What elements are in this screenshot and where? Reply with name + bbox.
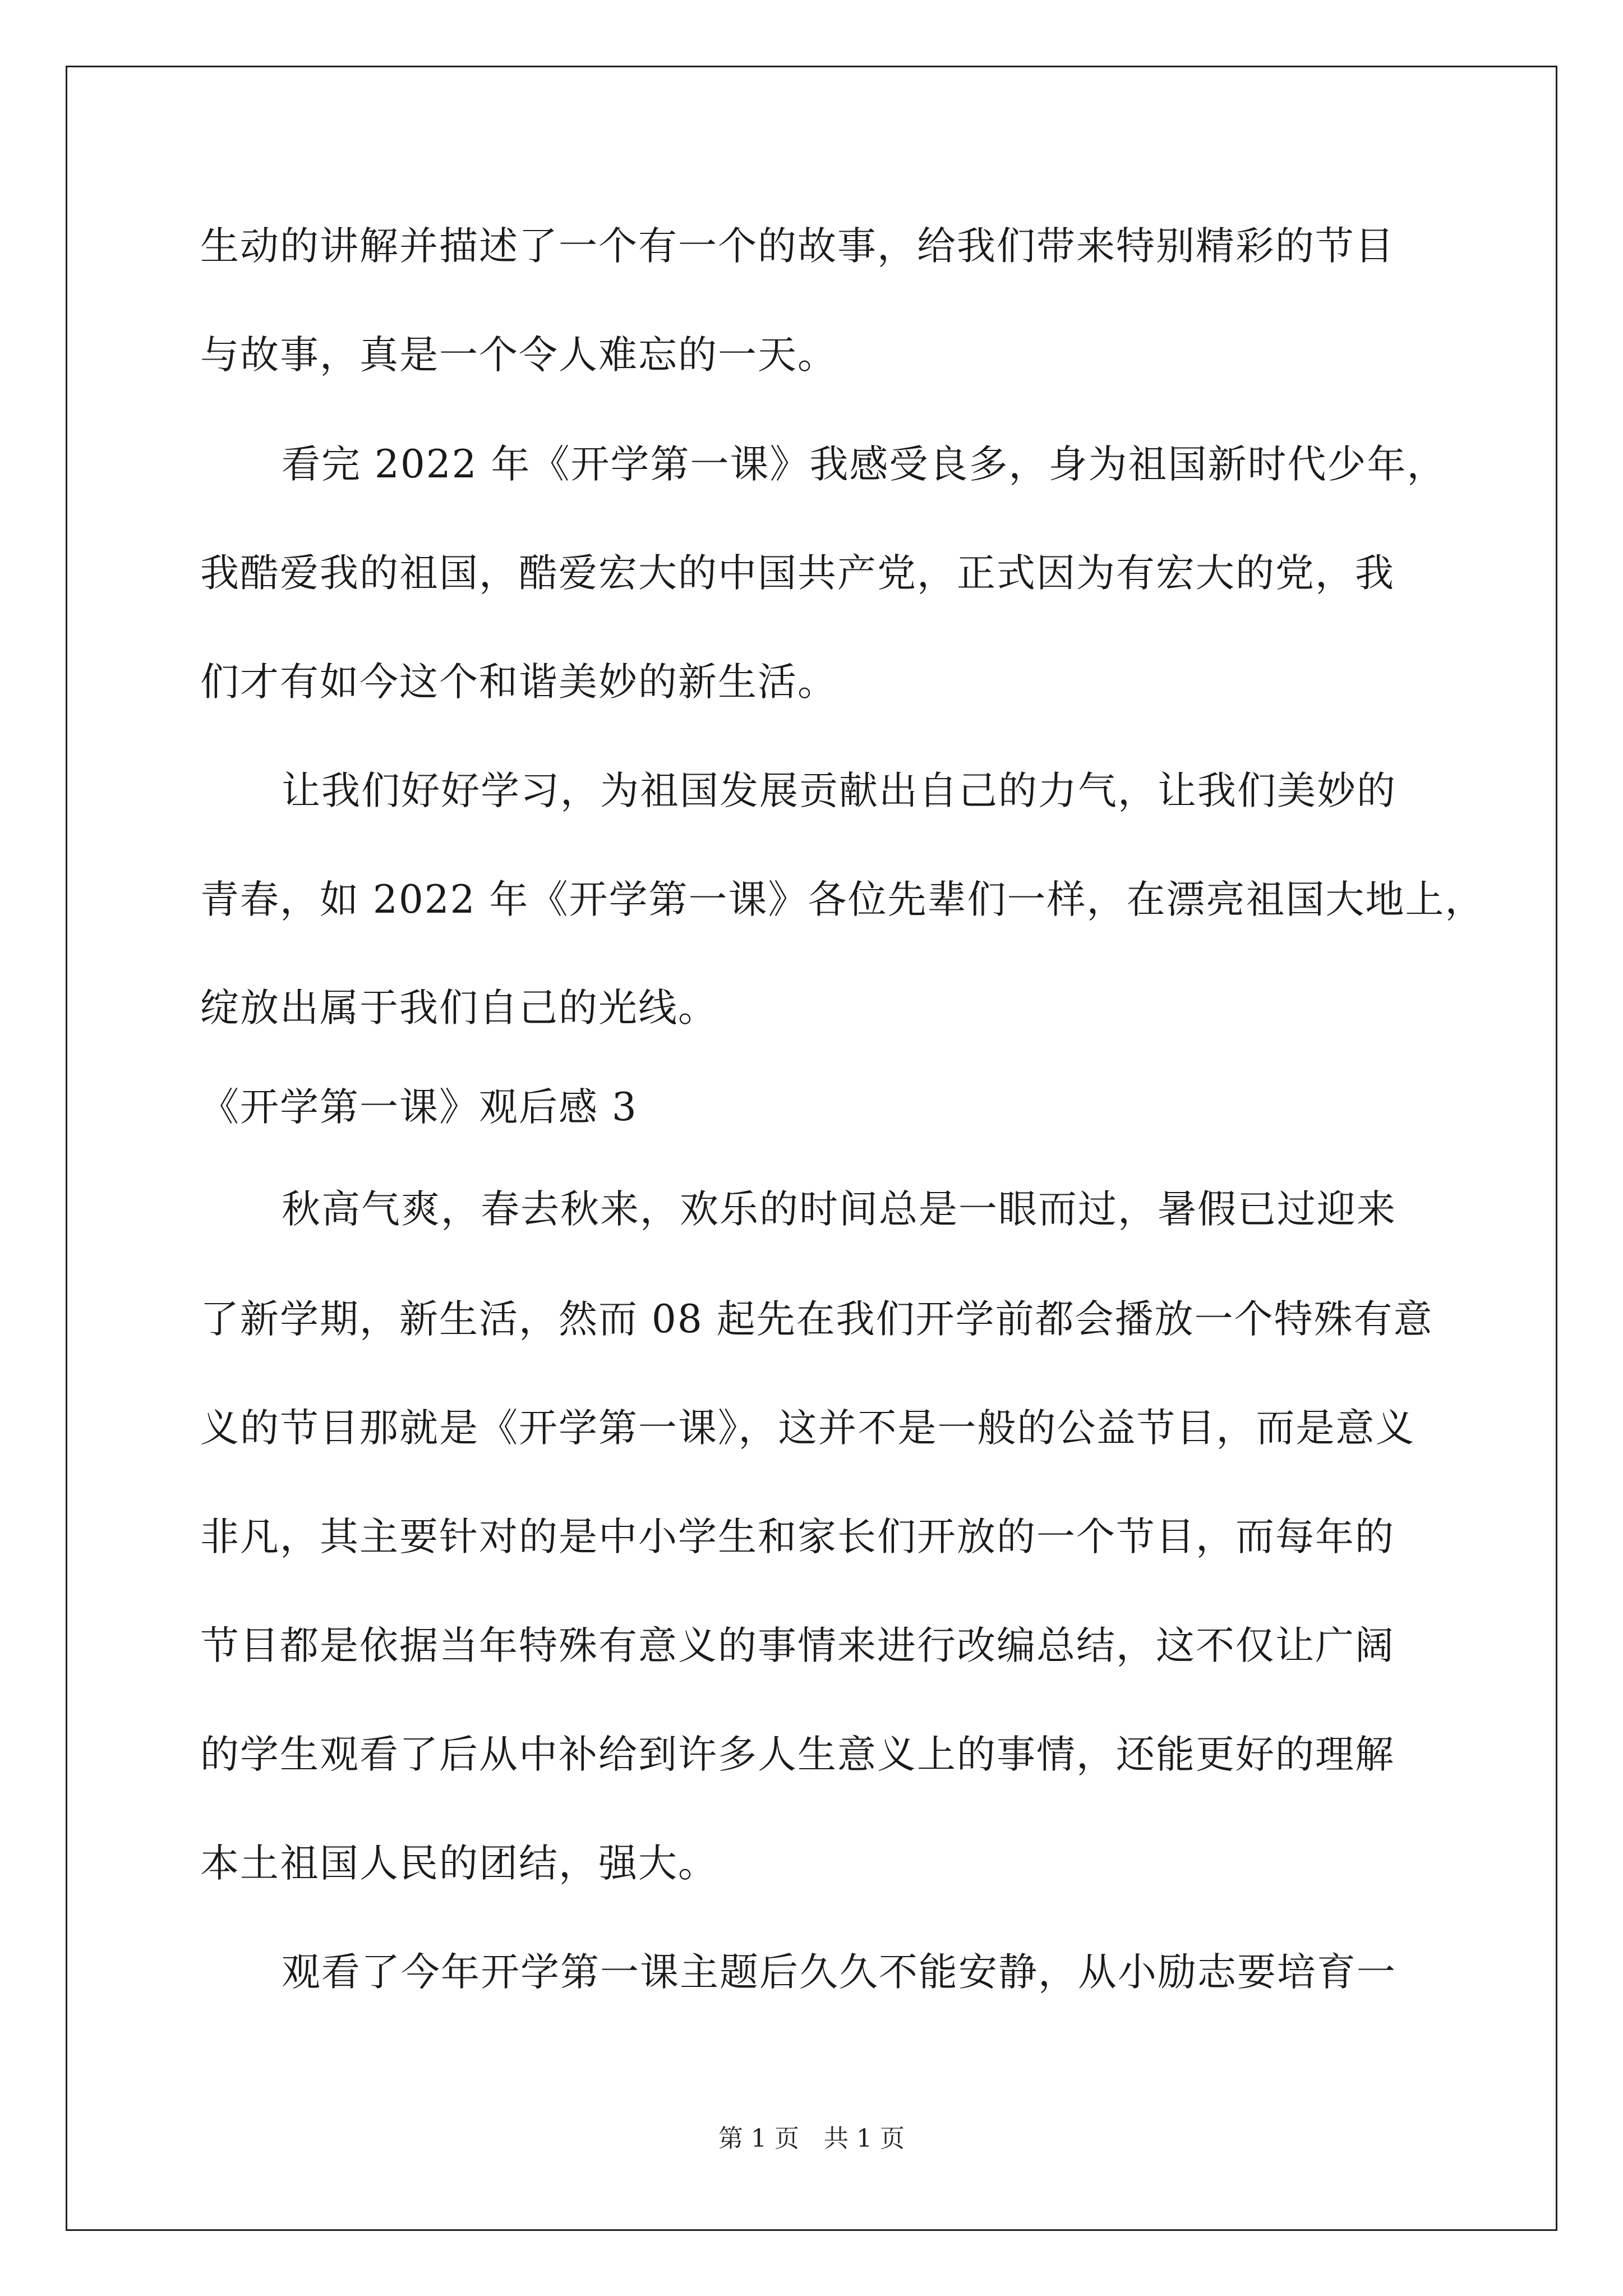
paragraph-first-line: 秋高气爽，春去秋来，欢乐的时间总是一眼而过，暑假已过迎来: [282, 1187, 1396, 1232]
body-line: 与故事，真是一个令人难忘的一天。: [200, 333, 837, 378]
paragraph-first-line: 让我们好好学习，为祖国发展贡献出自己的力气，让我们美妙的: [282, 769, 1396, 813]
page-border: [66, 66, 1557, 2231]
body-line: 了新学期，新生活，然而 08 起先在我们开学前都会播放一个特殊有意: [200, 1297, 1433, 1342]
page-number-footer: 第 1 页 共 1 页: [718, 2124, 905, 2153]
body-line: 绽放出属于我们自己的光线。: [200, 986, 718, 1030]
body-line: 本土祖国人民的团结，强大。: [200, 1841, 718, 1886]
section-heading: 《开学第一课》观后感 3: [200, 1085, 638, 1130]
body-line: 青春，如 2022 年《开学第一课》各位先辈们一样，在漂亮祖国大地上，: [200, 877, 1485, 922]
paragraph-first-line: 看完 2022 年《开学第一课》我感受良多，身为祖国新时代少年，: [282, 442, 1447, 487]
paragraph-first-line: 观看了今年开学第一课主题后久久不能安静，从小励志要培育一: [282, 1950, 1396, 1995]
body-line: 生动的讲解并描述了一个有一个的故事，给我们带来特别精彩的节目: [200, 224, 1395, 269]
body-line: 非凡，其主要针对的是中小学生和家长们开放的一个节目，而每年的: [200, 1515, 1395, 1559]
body-line: 义的节目那就是《开学第一课》，这并不是一般的公益节目，而是意义: [200, 1406, 1415, 1451]
body-line: 我酷爱我的祖国，酷爱宏大的中国共产党，正式因为有宏大的党，我: [200, 551, 1395, 596]
body-line: 节目都是依据当年特殊有意义的事情来进行改编总结，这不仅让广阔: [200, 1623, 1395, 1668]
body-line: 们才有如今这个和谐美妙的新生活。: [200, 660, 837, 705]
body-line: 的学生观看了后从中补给到许多人生意义上的事情，还能更好的理解: [200, 1732, 1395, 1777]
